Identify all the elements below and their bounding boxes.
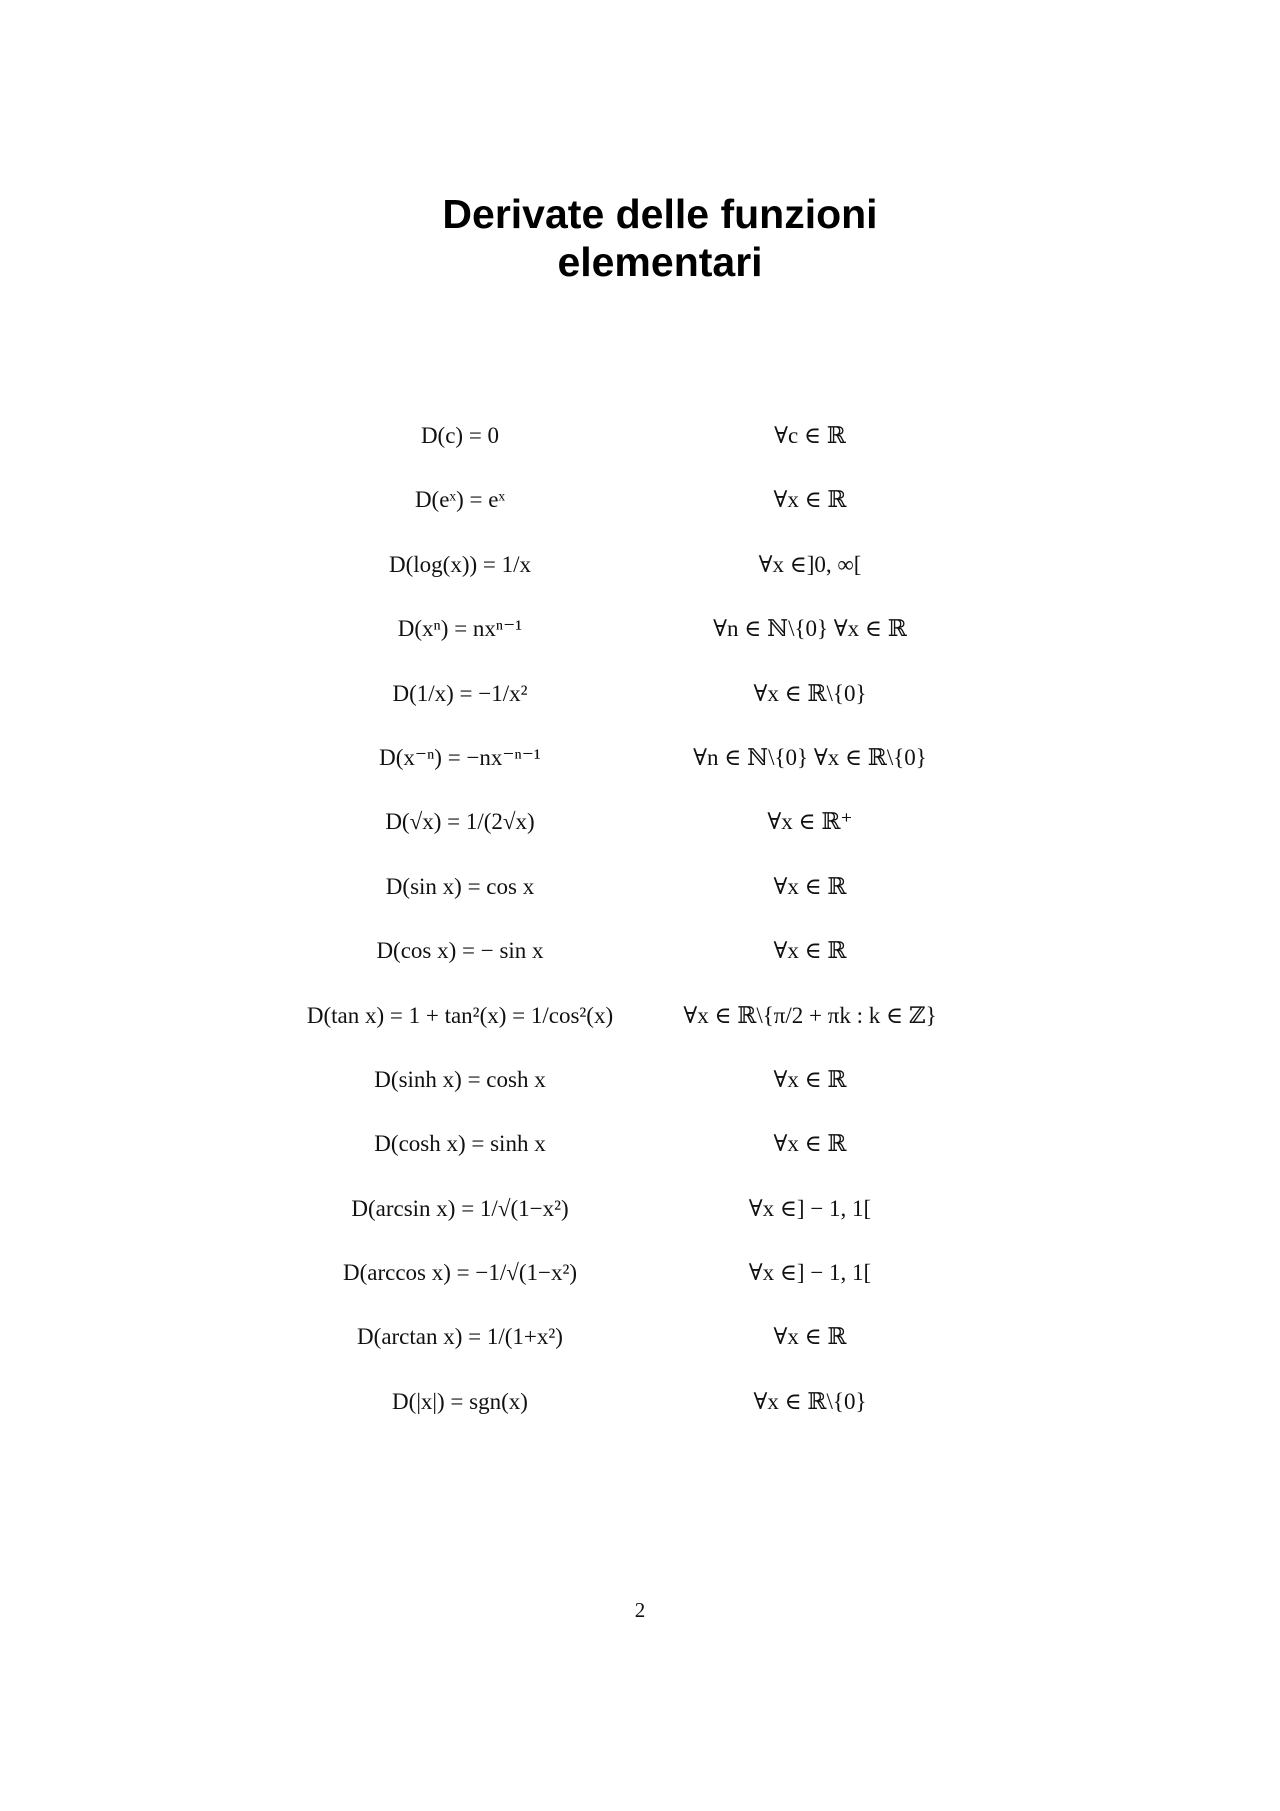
domain: ∀x ∈ ℝ\{0} [753,1388,867,1414]
table-row [0,533,1280,597]
formula: D(arccos x) = −1/√(1−x²) [342,1260,578,1286]
formula: D(tan x) = 1 + tan²(x) = 1/cos²(x) [306,1002,614,1028]
table-row [0,1370,1280,1434]
formula: D(log(x)) = 1/x [389,551,531,577]
domain: ∀x ∈ ℝ [773,1324,847,1350]
derivatives-table [0,404,1280,1434]
table-row [0,1112,1280,1176]
domain: ∀x ∈]0, ∞[ [758,551,862,577]
table-row [0,984,1280,1048]
domain: ∀x ∈] − 1, 1[ [748,1260,872,1286]
table-row [0,468,1280,532]
title-line-1: Derivate delle funzioni [442,191,878,237]
formula: D(sinh x) = cosh x [374,1066,546,1092]
table-row [0,726,1280,790]
table-row [0,790,1280,854]
table-row [0,919,1280,983]
table-row [0,1177,1280,1241]
domain: ∀x ∈ ℝ [773,1066,847,1092]
formula: D(cos x) = − sin x [376,938,544,964]
domain: ∀x ∈ ℝ [773,938,847,964]
page-title [0,190,1280,286]
domain: ∀x ∈ ℝ\{π/2 + πk : k ∈ ℤ} [683,1002,937,1028]
domain: ∀x ∈ ℝ [773,1131,847,1157]
title-line-2: elementari [557,239,763,285]
formula: D(arcsin x) = 1/√(1−x²) [351,1195,569,1221]
formula: D(xⁿ) = nxⁿ⁻¹ [397,616,523,642]
table-row [0,1048,1280,1112]
domain: ∀x ∈ ℝ\{0} [753,680,867,706]
domain: ∀x ∈ ℝ⁺ [767,809,853,835]
formula: D(eˣ) = eˣ [414,487,506,513]
domain: ∀n ∈ ℕ\{0} ∀x ∈ ℝ [713,616,907,642]
table-row [0,855,1280,919]
domain: ∀c ∈ ℝ [774,423,846,448]
formula: D(c) = 0 [420,423,500,448]
formula: D(1/x) = −1/x² [392,680,528,706]
formula: D(arctan x) = 1/(1+x²) [357,1324,563,1350]
domain: ∀x ∈ ℝ [773,487,847,513]
formula: D(sin x) = cos x [385,873,535,899]
formula: D(cosh x) = sinh x [374,1131,546,1157]
table-row [0,597,1280,661]
domain: ∀x ∈] − 1, 1[ [748,1195,872,1221]
formula: D(x⁻ⁿ) = −nx⁻ⁿ⁻¹ [379,744,541,770]
table-row [0,404,1280,468]
table-row [0,1241,1280,1305]
page-number: 2 [634,1598,646,1622]
table-row [0,662,1280,726]
table-row [0,1305,1280,1369]
formula: D(|x|) = sgn(x) [392,1388,528,1414]
domain: ∀n ∈ ℕ\{0} ∀x ∈ ℝ\{0} [693,744,927,770]
formula: D(√x) = 1/(2√x) [385,809,535,835]
domain: ∀x ∈ ℝ [773,873,847,899]
